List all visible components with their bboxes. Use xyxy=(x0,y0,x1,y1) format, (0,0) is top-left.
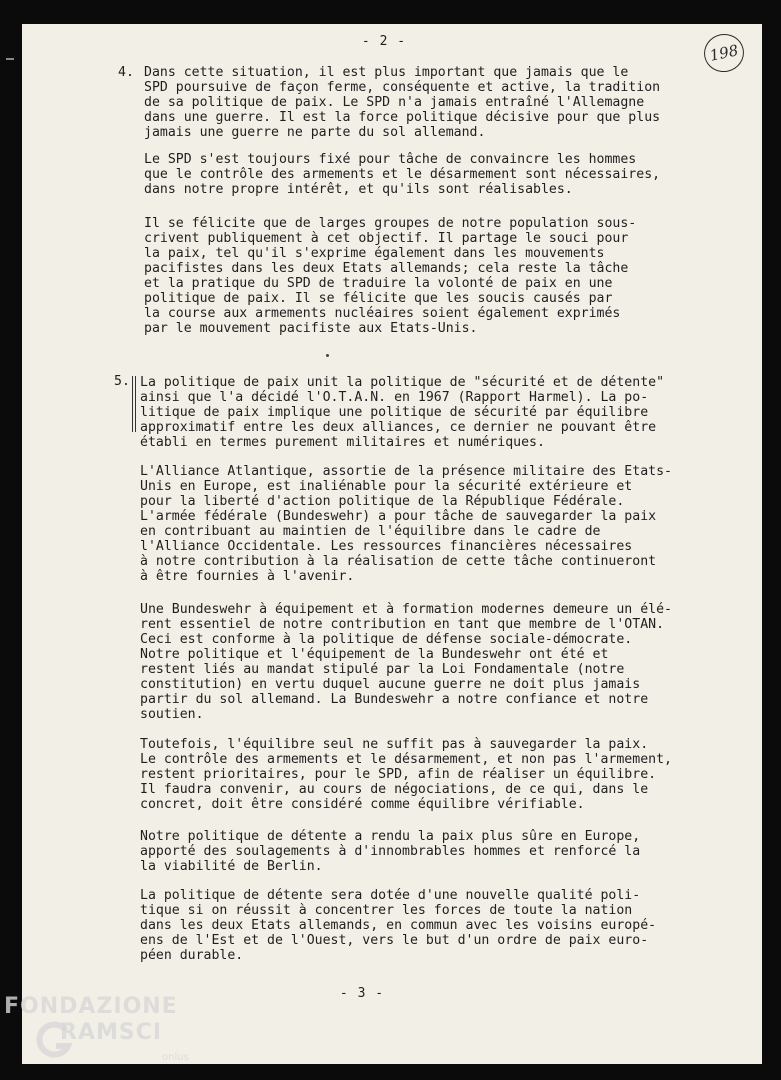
section-4-paragraph-3: Il se félicite que de larges groupes de notre population sous- crivent publiquement à cet objectif. Il partage le souci pour la paix, tel qu'il s'exprime également dans les mouvements pacifistes dans les deux Etats allemands; cela reste la tâche et la pratique du SPD de traduire la volonté de paix en une politique de paix. Il se félicite que les soucis causés par la course aux armements nucléaires soient également exprimés par le mouvement pacifiste aux Etats-Unis. xyxy=(144,216,637,336)
section-4-number: 4. xyxy=(118,65,134,80)
section-5-paragraph-5: Notre politique de détente a rendu la paix plus sûre en Europe, apporté des soulagements à d'innombrables hommes et renforcé la la viabilité de Berlin. xyxy=(140,829,641,874)
section-5-paragraph-4: Toutefois, l'équilibre seul ne suffit pas à sauvegarder la paix. Le contrôle des armements et le désarmement, et non pas l'armement, restent prioritaires, pour le SPD, afin de réaliser un équilibre. Il faudra convenir, au cours de négociations, de ce qui, dans le concret, doit être considéré comme équilibre vérifiable. xyxy=(140,737,672,812)
section-4-paragraph-1: Dans cette situation, il est plus important que jamais que le SPD poursuive de façon ferme, conséquente et active, la tradition de sa politique de paix. Le SPD n'a jamais entraîné l'Allemagne dans une guerre. Il est la force politique décisive pour que plus jamais une guerre ne parte du sol allemand. xyxy=(144,65,661,140)
margin-mark xyxy=(135,376,136,432)
watermark-line-2: RAMSCI xyxy=(60,1020,163,1045)
watermark-line-3: onlus xyxy=(162,1052,189,1063)
section-5-paragraph-2: L'Alliance Atlantique, assortie de la présence militaire des Etats- Unis en Europe, est inaliénable pour la sécurité extérieure et pour la liberté d'action politique de la République Fédérale. L'armée fédérale (Bundeswehr) a pour tâche de sauvegarder la paix en contribuant au maintien de l'équilibre dans le cadre de l'Alliance Occidentale. Les ressources financières nécessaires à notre contribution à la réalisation de cette tâche continueront à être fournies à l'avenir. xyxy=(140,464,672,584)
fondazione-gramsci-watermark xyxy=(4,994,204,1076)
edge-mark xyxy=(6,58,14,60)
document-page xyxy=(22,24,762,1064)
section-5-paragraph-3: Une Bundeswehr à équipement et à formation modernes demeure un élé- rent essentiel de notre contribution en tant que membre de l'OTAN. Ceci est conforme à la politique de défense sociale-démocrate. Notre politique et l'équipement de la Bundeswehr ont été et restent liés au mandat stipulé par la Loi Fondamentale (notre constitution) en vertu duquel aucune guerre ne doit plus jamais partir du sol allemand. La Bundeswehr a notre confiance et notre soutien. xyxy=(140,602,672,722)
watermark-line-1: FONDAZIONE xyxy=(4,994,178,1019)
page-number-top: - 2 - xyxy=(361,34,407,49)
section-5-paragraph-6: La politique de détente sera dotée d'une nouvelle qualité poli- tique si on réussit à concentrer les forces de toute la nation dans les deux Etats allemands, en commun avec les voisins europé- ens de l'Est et de l'Ouest, vers le but d'un ordre de paix euro- péen durable. xyxy=(140,888,657,963)
section-5-paragraph-1: La politique de paix unit la politique de "sécurité et de détente" ainsi que l'a décidé l'O.T.A.N. en 1967 (Rapport Harmel). La po- litique de paix implique une politique de sécurité par équilibre approximatif entre les deux alliances, ce dernier ne pouvant être établi en termes purement militaires et numériques. xyxy=(140,375,665,450)
section-5-number: 5. xyxy=(114,374,130,389)
page-number-bottom: - 3 - xyxy=(339,986,385,1001)
handwritten-page-number: 198 xyxy=(700,30,747,75)
section-4-paragraph-2: Le SPD s'est toujours fixé pour tâche de convaincre les hommes que le contrôle des armements et le désarmement sont nécessaires, dans notre propre intérêt, et qu'ils sont réalisables. xyxy=(144,152,661,197)
margin-mark xyxy=(132,376,133,432)
ink-dot xyxy=(326,354,329,357)
